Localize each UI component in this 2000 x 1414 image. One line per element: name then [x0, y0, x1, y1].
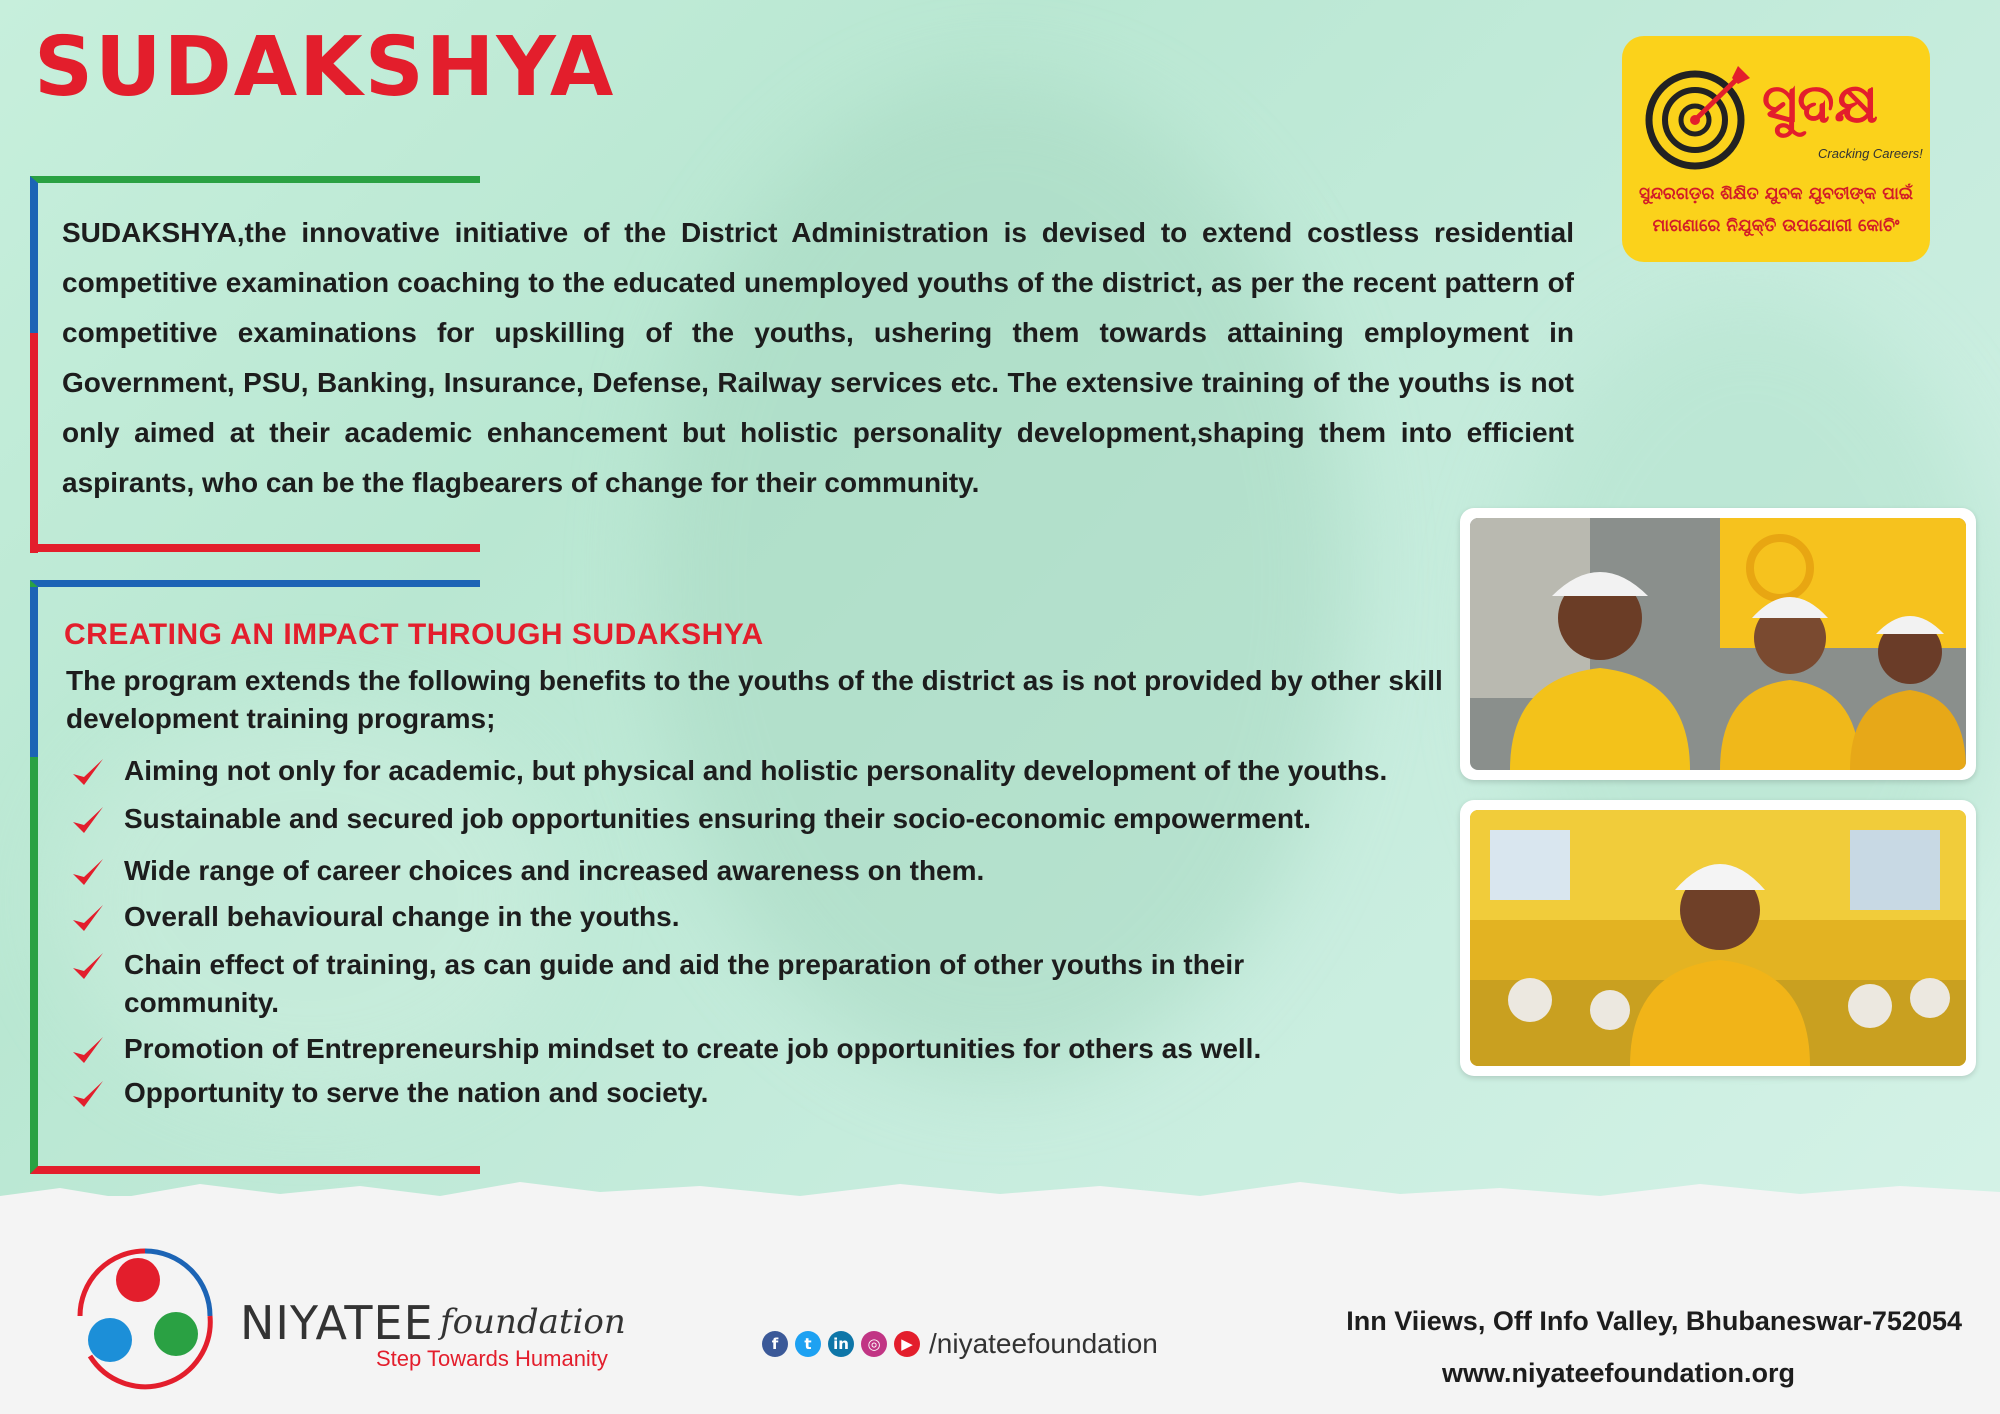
footer — [0, 1196, 2000, 1414]
checkmark-icon — [70, 856, 106, 890]
logo-odia-line-1: ସୁନ୍ଦରଗଡ଼ର ଶିକ୍ଷିତ ଯୁବକ ଯୁବତୀଙ୍କ ପାଇଁ — [1639, 184, 1913, 204]
list-item — [70, 752, 1440, 790]
address: Inn Viiews, Off Info Valley, Bhubaneswar-752054 — [1346, 1306, 1962, 1336]
logo-odia-line-2: ମାଗଣାରେ ନିଯୁକ୍ତି ଉପଯୋଗୀ କୋଚିଂ — [1652, 216, 1900, 236]
student-classroom-photo — [1460, 800, 1976, 1076]
org-suffix: foundation — [440, 1302, 626, 1342]
instagram-icon[interactable]: ◎ — [861, 1331, 887, 1357]
logo-tagline: Cracking Careers! — [1818, 146, 1923, 161]
page-title: SUDAKSHYA — [34, 20, 616, 115]
classroom-illustration — [1470, 810, 1966, 1066]
org-tagline: Step Towards Humanity — [376, 1346, 608, 1371]
benefit-text: Aiming not only for academic, but physical and holistic personality development of the youths. — [124, 755, 1388, 786]
checkmark-icon — [70, 950, 106, 984]
benefit-text: Promotion of Entrepreneurship mindset to create job opportunities for others as well. — [124, 1033, 1262, 1064]
social-handle[interactable]: /niyateefoundation — [929, 1328, 1158, 1359]
org-name: NIYATEE — [240, 1296, 434, 1350]
twitter-icon[interactable]: t — [795, 1331, 821, 1357]
checkmark-icon — [70, 902, 106, 936]
social-links — [762, 1328, 1158, 1360]
benefit-text: Chain effect of training, as can guide and aid the preparation of other youths in their community. — [124, 949, 1245, 1018]
list-item — [70, 800, 1440, 838]
linkedin-icon[interactable]: in — [828, 1331, 854, 1357]
niyatee-logo-icon — [60, 1236, 230, 1396]
torn-edge — [0, 1166, 2000, 1206]
checkmark-icon — [70, 1078, 106, 1112]
impact-intro: The program extends the following benefits to the youths of the district as is not provided by other skill development training programs; — [66, 665, 1443, 734]
checkmark-icon — [70, 1034, 106, 1068]
website-link[interactable]: www.niyateefoundation.org — [1442, 1358, 1796, 1388]
benefit-text: Sustainable and secured job opportunities ensuring their socio-economic empowerment. — [124, 803, 1312, 834]
students-group-illustration — [1470, 518, 1966, 770]
list-item — [70, 852, 1440, 890]
sudakshya-logo — [1622, 36, 1930, 262]
benefits-list — [70, 752, 1440, 1112]
list-item — [70, 898, 1440, 936]
checkmark-icon — [70, 756, 106, 790]
logo-wordmark: ସୁଦକ୍ଷ — [1762, 72, 1878, 135]
benefit-text: Overall behavioural change in the youths. — [124, 901, 680, 932]
list-item — [70, 1030, 1440, 1068]
checkmark-icon — [70, 804, 106, 838]
facebook-icon[interactable]: f — [762, 1331, 788, 1357]
list-item — [70, 946, 1364, 1022]
intro-paragraph: SUDAKSHYA,the innovative initiative of the District Administration is devised to extend costless residential competitive examination coaching to the educated unemployed youths of the district, as per the recent pattern of competitive examinations for upskilling of the youths, ushering them towards attaining employment in Government, PSU, Banking, Insurance, Defense, Railway services etc. The extensive training of the youths is not only aimed at their academic enhancement but holistic personality development,shaping them into efficient aspirants, who can be the flagbearers of change for their community. — [62, 217, 1574, 498]
benefit-text: Opportunity to serve the nation and society. — [124, 1077, 709, 1108]
benefit-text: Wide range of career choices and increased awareness on them. — [124, 855, 985, 886]
students-photo-group — [1460, 508, 1976, 780]
youtube-icon[interactable]: ▶ — [894, 1331, 920, 1357]
list-item — [70, 1074, 1440, 1112]
target-icon — [1640, 58, 1760, 178]
impact-heading: CREATING AN IMPACT THROUGH SUDAKSHYA — [64, 618, 764, 651]
